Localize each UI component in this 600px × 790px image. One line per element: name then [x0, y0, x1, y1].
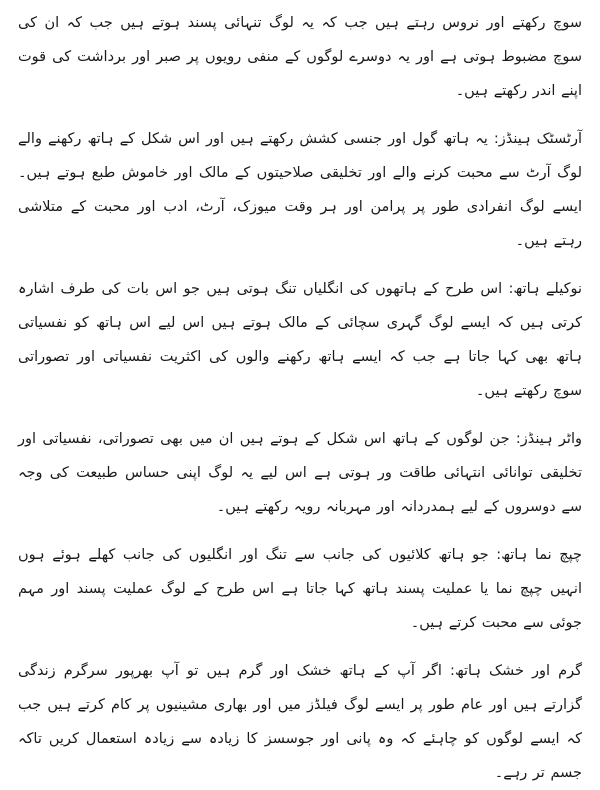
paragraph-water-hands: واٹر ہینڈز: جن لوگوں کے ہاتھ اس شکل کے ہوتے ہیں ان میں بھی تصوراتی، نفسیاتی اور تخلیقی توانائی انتہائی طاقت ور ہوتی ہے اس لیے یہ لوگ اپنی حساس طبیعت کی وجہ سے دوسروں کے لیے ہمدردانہ اور مہربانہ رویہ رکھتے ہیں۔	[18, 431, 582, 515]
article-body	[18, 0, 582, 781]
paragraph-intro: سوچ رکھتے اور نروس رہتے ہیں جب کہ یہ لوگ تنہائی پسند ہوتے ہیں جب کہ ان کی سوچ مضبوط ہوتی ہے اور یہ دوسرے لوگوں کے منفی رویوں پر صبر اور برداشت کی قوت اپنے اندر رکھتے ہیں۔	[18, 15, 582, 99]
paragraph-spatulate-hands: چپچ نما ہاتھ: جو ہاتھ کلائیوں کی جانب سے تنگ اور انگلیوں کی جانب کھلے ہوئے ہوں انہیں چپچ نما یا عملیت پسند ہاتھ کہا جاتا ہے اس طرح کے لوگ عملیت پسند اور مہم جوئی سے محبت کرتے ہیں۔	[18, 547, 582, 631]
paragraph-pointed-hands: نوکیلے ہاتھ: اس طرح کے ہاتھوں کی انگلیاں تنگ ہوتی ہیں جو اس بات کی طرف اشارہ کرتی ہیں کہ ایسے لوگ گہری سچائی کے مالک ہوتے ہیں اس لیے اس ہاتھ کو نفسیاتی ہاتھ بھی کہا جاتا ہے جب کہ ایسے ہاتھ رکھنے والوں کی اکثریت نفسیاتی اور تصوراتی سوچ رکھتے ہیں۔	[18, 281, 582, 399]
paragraph-warm-dry-hands: گرم اور خشک ہاتھ: اگر آپ کے ہاتھ خشک اور گرم ہیں تو آپ بھرپور سرگرم زندگی گزارتے ہیں اور عام طور پر ایسے لوگ فیلڈز میں اور بھاری مشینیوں پر کام کرتے ہیں جب کہ ایسے لوگوں کو چاہئے کہ وہ پانی اور جوسسز کا زیادہ سے زیادہ استعمال کریں تاکہ جسم تر رہے۔	[18, 663, 582, 781]
paragraph-artistic-hands: آرٹسٹک ہینڈز: یہ ہاتھ گول اور جنسی کشش رکھتے ہیں اور اس شکل کے ہاتھ رکھنے والے لوگ آرٹ سے محبت کرنے والے اور تخلیقی صلاحیتوں کے مالک اور خاموش طبع ہوتے ہیں۔ ایسے لوگ انفرادی طور پر پرامن اور ہر وقت میوزک، آرٹ، ادب اور محبت کے متلاشی رہتے ہیں۔	[18, 131, 582, 249]
